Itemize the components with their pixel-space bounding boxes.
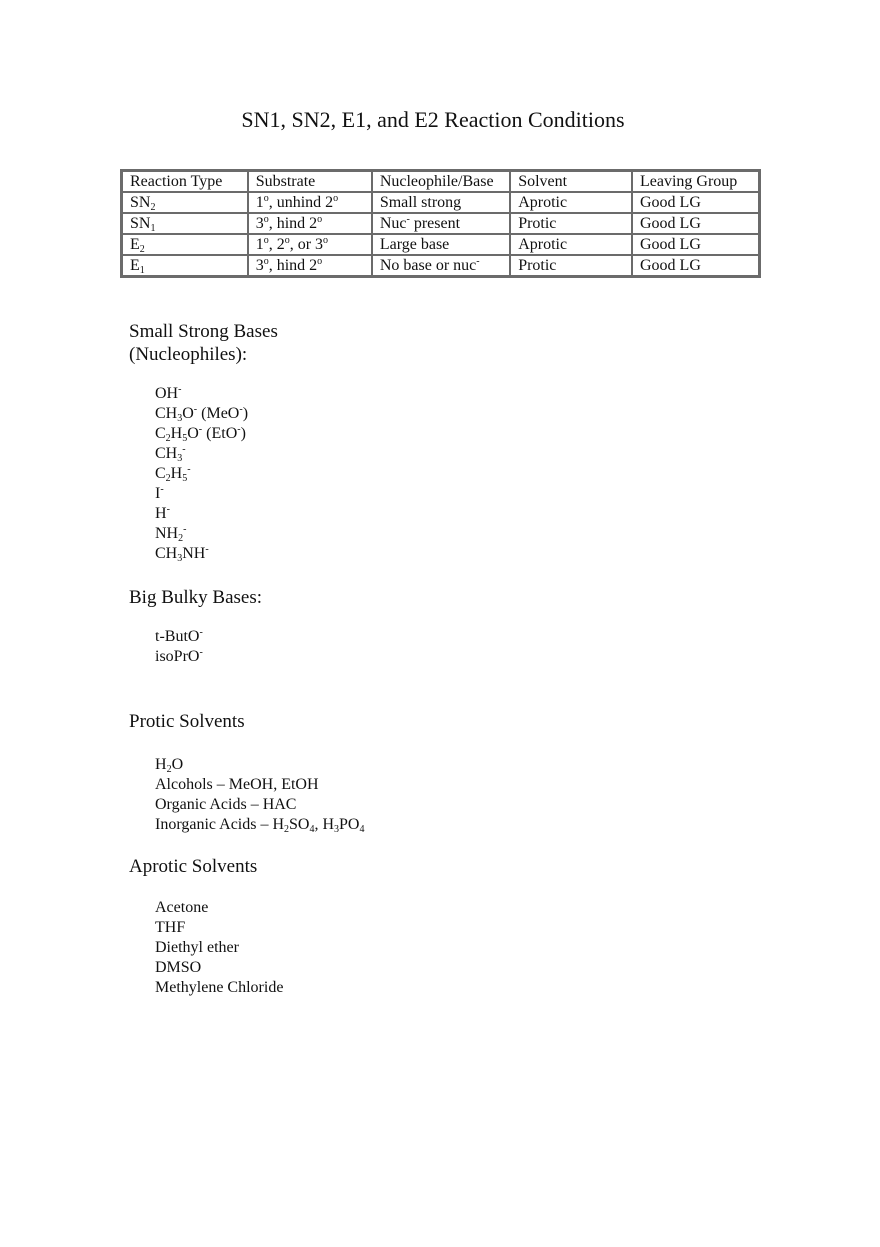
base-list-item: $C_2H_5^-$ — [155, 464, 191, 484]
protic-solvents-list — [155, 755, 364, 835]
protic-solvent-list-item: Organic Acids – HAC — [155, 796, 297, 813]
table-row — [122, 213, 759, 234]
column-header: Leaving Group — [632, 171, 759, 192]
protic-solvent-list-item: $H_2O$ — [155, 756, 184, 775]
column-header: Substrate — [248, 171, 372, 192]
big-bulky-bases-heading: Big Bulky Bases: — [129, 587, 263, 608]
table-cell: No base or nuc- — [372, 255, 510, 276]
table-cell: 1$^o$, unhind 2$^o$ — [248, 192, 372, 213]
aprotic-solvent-list-item: Acetone — [155, 899, 209, 916]
heading-line: Small Strong Bases — [129, 321, 278, 342]
bulky-base-list-item: isoPrO- — [155, 647, 203, 665]
table-cell: Good LG — [632, 192, 759, 213]
column-header: Nucleophile/Base — [372, 171, 510, 192]
table-cell: Good LG — [632, 234, 759, 255]
base-list-item: $CH_3^-$ — [155, 444, 186, 464]
column-header: Solvent — [510, 171, 632, 192]
aprotic-solvents-list — [155, 898, 283, 998]
aprotic-solvents-heading: Aprotic Solvents — [129, 856, 258, 877]
base-list-item: $CH_3NH^-$ — [155, 544, 209, 564]
table-cell: $SN_1$ — [122, 213, 248, 234]
table-cell: Good LG — [632, 255, 759, 276]
table-cell: Aprotic — [510, 192, 632, 213]
aprotic-solvent-list-item: DMSO — [155, 959, 202, 976]
base-list-item: I- — [155, 484, 164, 502]
aprotic-solvent-list-item: THF — [155, 919, 186, 936]
table-row — [122, 192, 759, 213]
base-list-item: $NH_2^-$ — [155, 524, 187, 544]
table-cell: Nuc- present — [372, 213, 510, 234]
heading-line: (Nucleophiles): — [129, 344, 248, 365]
table-cell: Protic — [510, 213, 632, 234]
table-cell: Small strong — [372, 192, 510, 213]
table-cell: 3$^o$, hind 2$^o$ — [248, 213, 372, 234]
page-title: SN1, SN2, E1, and E2 Reaction Conditions — [241, 107, 625, 132]
reaction-conditions-table — [120, 169, 761, 278]
table-row — [122, 234, 759, 255]
table-cell: $SN_2$ — [122, 192, 248, 213]
aprotic-solvent-list-item: Methylene Chloride — [155, 979, 284, 996]
table-header-row — [122, 171, 759, 192]
small-strong-bases-list — [155, 384, 248, 564]
protic-solvent-list-item: Inorganic Acids – $H_2SO_4$, $H_3PO_4$ — [155, 816, 365, 835]
base-list-item: $C_2H_5O^-$ (EtO-) — [155, 424, 246, 444]
protic-solvent-list-item: Alcohols – MeOH, EtOH — [155, 776, 319, 793]
table-cell: Good LG — [632, 213, 759, 234]
table-cell: Aprotic — [510, 234, 632, 255]
table-cell: 1$^o$, 2$^o$, or 3$^o$ — [248, 234, 372, 255]
bulky-base-list-item: t-ButO- — [155, 627, 203, 645]
base-list-item: H- — [155, 504, 170, 522]
column-header: Reaction Type — [122, 171, 248, 192]
protic-solvents-heading: Protic Solvents — [129, 711, 245, 732]
table-cell: Protic — [510, 255, 632, 276]
table-cell: Large base — [372, 234, 510, 255]
table-row — [122, 255, 759, 276]
base-list-item: OH- — [155, 384, 182, 402]
big-bulky-bases-list — [155, 627, 203, 667]
table-cell: 3$^o$, hind 2$^o$ — [248, 255, 372, 276]
table-cell: $E_2$ — [122, 234, 248, 255]
base-list-item: $CH_3O^-$ (MeO-) — [155, 404, 249, 424]
small-strong-bases-heading — [129, 320, 278, 366]
aprotic-solvent-list-item: Diethyl ether — [155, 939, 239, 956]
table-cell: $E_1$ — [122, 255, 248, 276]
